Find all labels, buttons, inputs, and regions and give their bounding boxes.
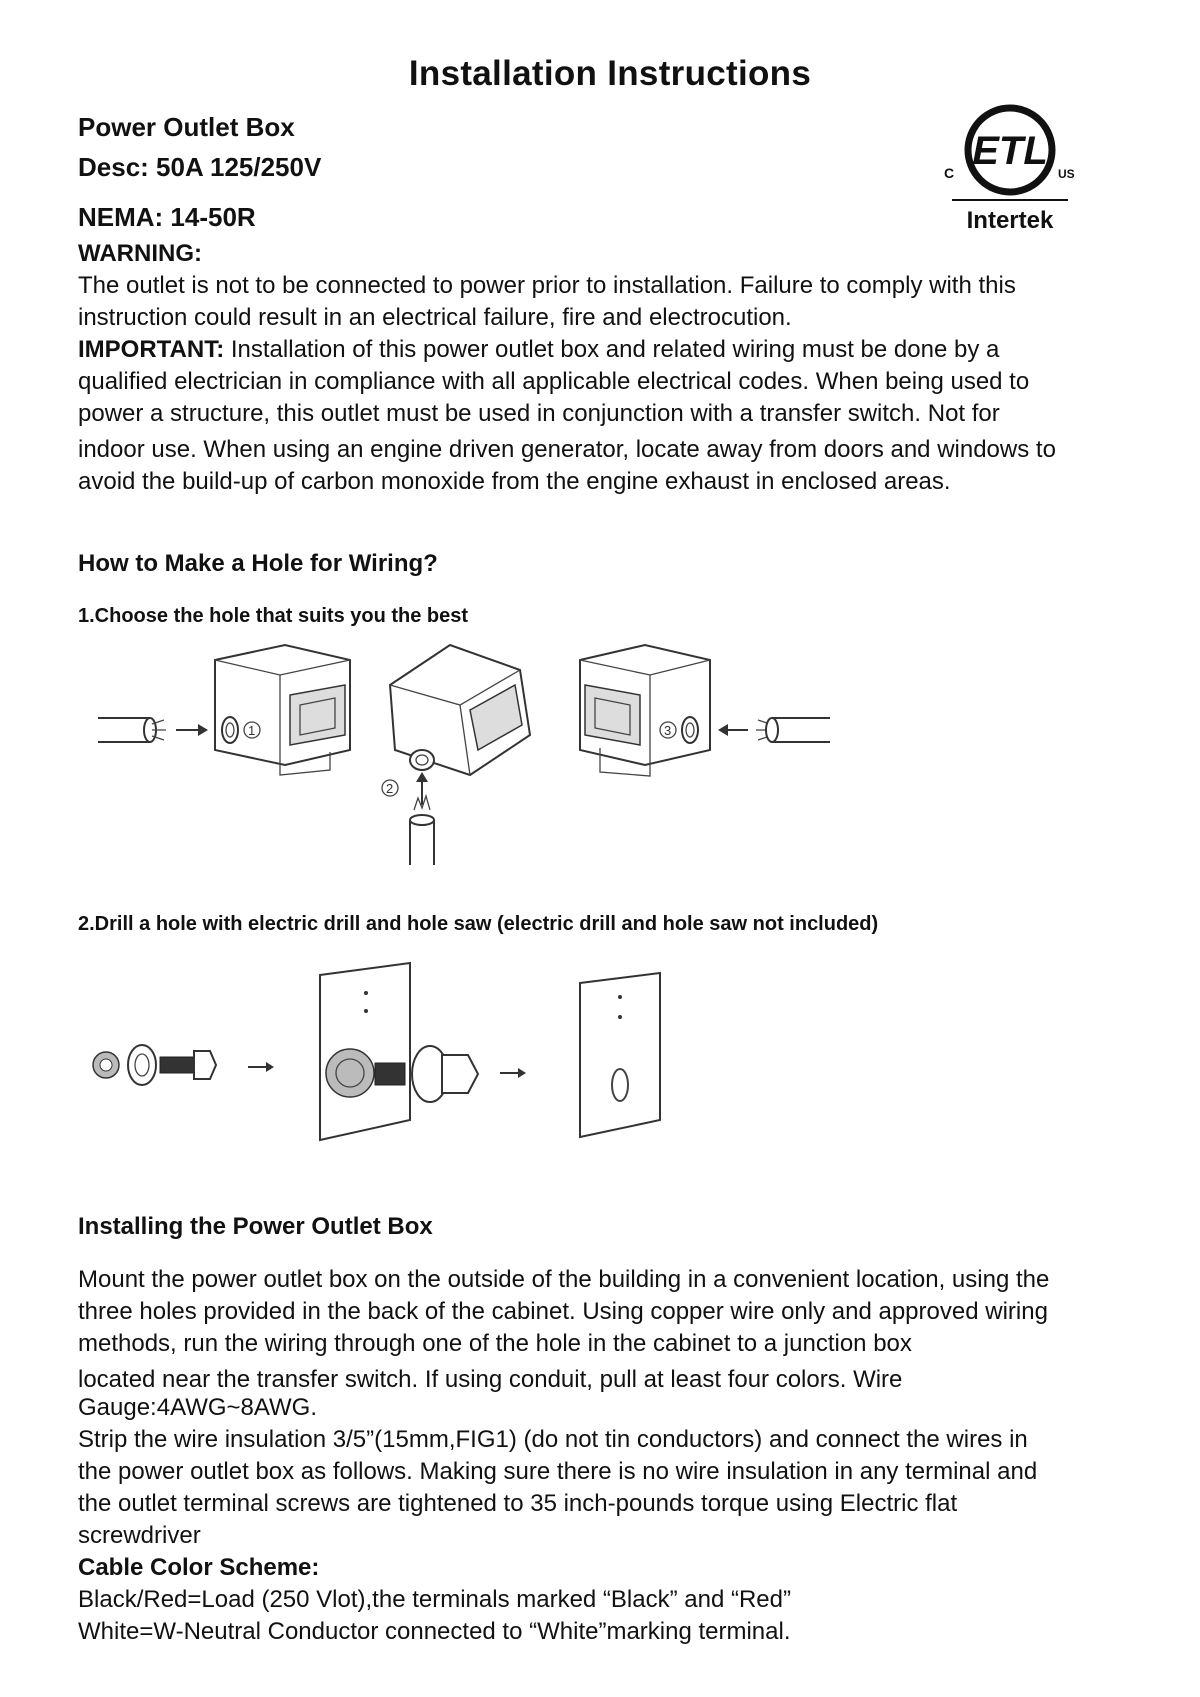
warning-label: WARNING: <box>78 240 202 267</box>
step-1: 1.Choose the hole that suits you the best <box>78 605 469 627</box>
install-line: the outlet terminal screws are tightened to 35 inch-pounds torque using Electric flat <box>78 1490 958 1517</box>
install-text <box>78 1264 1158 1648</box>
install-line: located near the transfer switch. If using conduit, pull at least four colors. Wire <box>78 1366 903 1393</box>
svg-text:ETL: ETL <box>972 129 1048 173</box>
important-line: power a structure, this outlet must be used in conjunction with a transfer switch. Not for <box>78 400 1000 427</box>
important-line <box>78 334 1158 366</box>
install-line: methods, run the wiring through one of the hole in the cabinet to a junction box <box>78 1330 912 1357</box>
hole-label-1: 1 <box>248 723 256 738</box>
important-line: avoid the build-up of carbon monoxide from the engine exhaust in enclosed areas. <box>78 468 951 495</box>
product-desc: Desc: 50A 125/250V <box>78 152 322 182</box>
important-first-text: Installation of this power outlet box and related wiring must be done by a <box>224 336 1000 363</box>
hole-heading: How to Make a Hole for Wiring? <box>78 550 438 577</box>
warning-line: instruction could result in an electrical failure, fire and electrocution. <box>78 304 792 331</box>
install-line: Strip the wire insulation 3/5”(15mm,FIG1) (do not tin conductors) and connect the wires in <box>78 1426 1028 1453</box>
warning-text <box>78 270 1158 498</box>
step-2: 2.Drill a hole with electric drill and hole saw (electric drill and hole saw not included) <box>78 913 879 935</box>
cable-label: Cable Color Scheme: <box>78 1554 320 1581</box>
logo-c-mark: C <box>944 165 955 181</box>
install-line: Mount the power outlet box on the outside of the building in a convenient location, using the <box>78 1266 1050 1293</box>
nema-rating: NEMA: 14-50R <box>78 202 256 232</box>
install-line: the power outlet box as follows. Making sure there is no wire insulation in any terminal and <box>78 1458 1038 1485</box>
install-line: three holes provided in the back of the cabinet. Using copper wire only and approved wiring <box>78 1298 1048 1325</box>
logo-brand: Intertek <box>966 207 1054 234</box>
cable-line: Black/Red=Load (250 Vlot),the terminals marked “Black” and “Red” <box>78 1586 791 1613</box>
install-line: screwdriver <box>78 1522 201 1549</box>
product-name: Power Outlet Box <box>78 112 295 142</box>
hole-label-3: 3 <box>664 723 672 738</box>
install-line: Gauge:4AWG~8AWG. <box>78 1394 317 1421</box>
important-line: indoor use. When using an engine driven generator, locate away from doors and windows to <box>78 436 1056 463</box>
important-line: qualified electrician in compliance with all applicable electrical codes. When being used to <box>78 368 1030 395</box>
install-heading: Installing the Power Outlet Box <box>78 1213 433 1240</box>
important-label: IMPORTANT: <box>78 336 225 363</box>
warning-line: The outlet is not to be connected to power prior to installation. Failure to comply with this <box>78 272 1016 299</box>
drill-hole-figure <box>90 955 730 1155</box>
page-title: Installation Instructions <box>408 54 812 93</box>
cable-line: White=W-Neutral Conductor connected to “White”marking terminal. <box>78 1618 791 1645</box>
hole-option-figure <box>90 640 850 870</box>
hole-label-2: 2 <box>386 781 394 796</box>
logo-us-mark: US <box>1058 167 1075 181</box>
etl-intertek-logo <box>930 100 1090 240</box>
